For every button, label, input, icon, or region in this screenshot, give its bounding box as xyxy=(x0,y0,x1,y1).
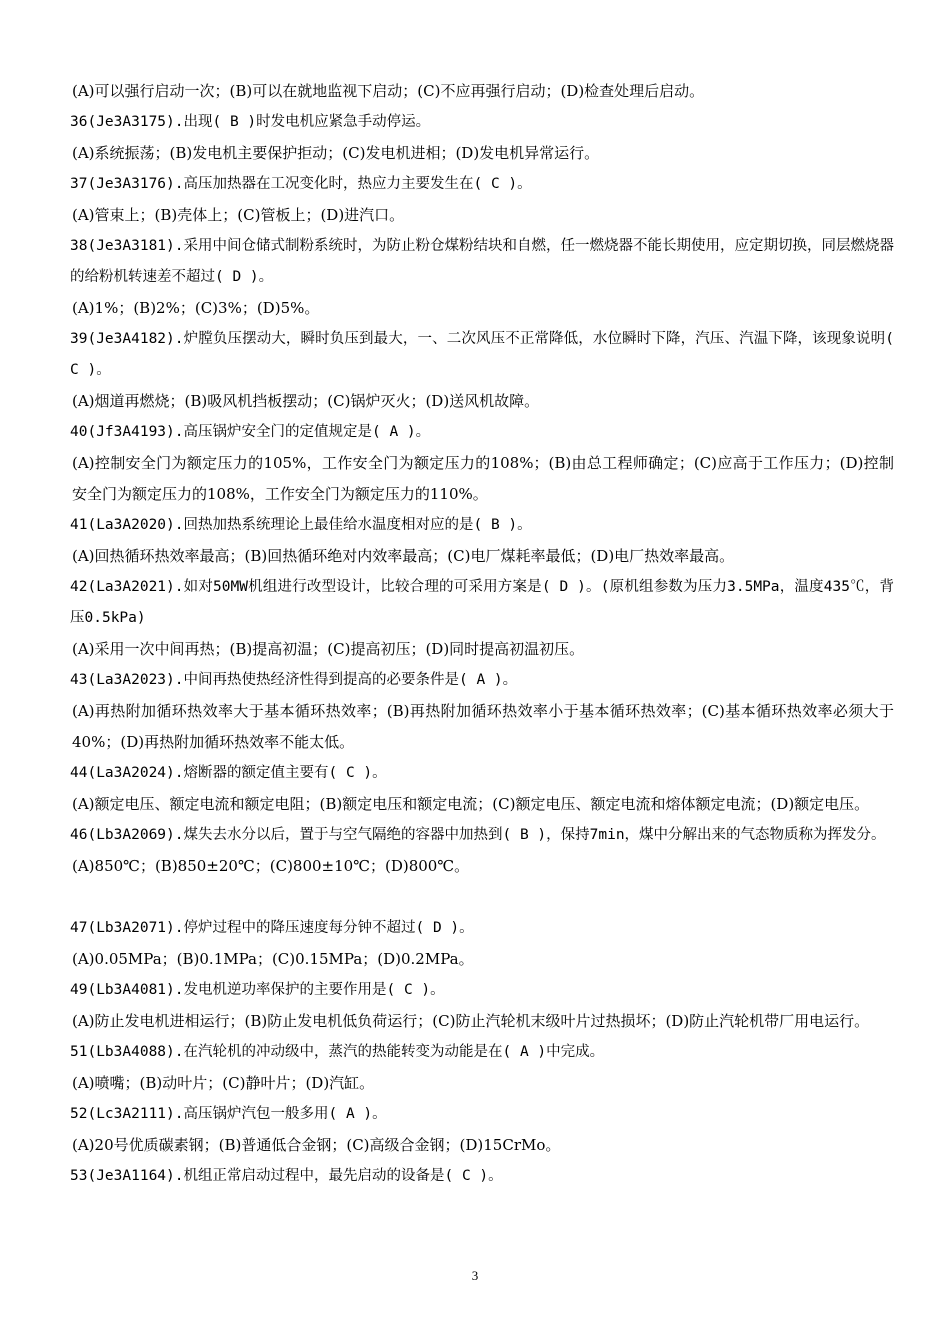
option-line: (A)喷嘴；(B)动叶片；(C)静叶片；(D)汽缸。 xyxy=(72,1074,375,1092)
question-44: 44(La3A2024).熔断器的额定值主要有( C )。 xyxy=(70,765,387,781)
option-line: (A)可以强行启动一次；(B)可以在就地监视下启动；(C)不应再强行启动；(D)检查处理后启动。 xyxy=(72,82,705,100)
question-47: 47(Lb3A2071).停炉过程中的降压速度每分钟不超过( D )。 xyxy=(70,920,474,936)
option-line: (A)1%；(B)2%；(C)3%；(D)5%。 xyxy=(72,299,320,317)
question-41: 41(La3A2020).回热加热系统理论上最佳给水温度相对应的是( B )。 xyxy=(70,517,532,533)
option-line: (A)管束上；(B)壳体上；(C)管板上；(D)进汽口。 xyxy=(72,206,405,224)
question-37: 37(Je3A3176).高压加热器在工况变化时，热应力主要发生在( C )。 xyxy=(70,176,532,192)
question-46: 46(Lb3A2069).煤失去水分以后，置于与空气隔绝的容器中加热到( B )，保持7min，煤中分解出来的气态物质称为挥发分。 xyxy=(70,827,886,843)
question-42: 42(La3A2021).如对50MW机组进行改型设计，比较合理的可采用方案是( D )。(原机组参数为压力3.5MPa，温度435℃，背压0.5kPa) xyxy=(70,579,894,626)
option-line: (A)采用一次中间再热；(B)提高初温；(C)提高初压；(D)同时提高初温初压。 xyxy=(72,640,585,658)
question-53: 53(Je3A1164).机组正常启动过程中，最先启动的设备是( C )。 xyxy=(70,1168,503,1184)
option-line: (A)烟道再燃烧；(B)吸风机挡板摆动；(C)锅炉灭火；(D)送风机故障。 xyxy=(72,392,540,410)
option-line: (A)防止发电机进相运行；(B)防止发电机低负荷运行；(C)防止汽轮机末级叶片过热损坏；(D)防止汽轮机带厂用电运行。 xyxy=(72,1012,870,1030)
blank-gap xyxy=(70,882,894,913)
question-49: 49(Lb3A4081).发电机逆功率保护的主要作用是( C )。 xyxy=(70,982,445,998)
question-40: 40(Jf3A4193).高压锅炉安全门的定值规定是( A )。 xyxy=(70,424,431,440)
option-line: (A)0.05MPa；(B)0.1MPa；(C)0.15MPa；(D)0.2MPa。 xyxy=(72,950,474,968)
question-52: 52(Lc3A2111).高压锅炉汽包一般多用( A )。 xyxy=(70,1106,387,1122)
option-line: (A)系统振荡；(B)发电机主要保护拒动；(C)发电机进相；(D)发电机异常运行。 xyxy=(72,144,600,162)
question-39: 39(Je3A4182).炉膛负压摆动大，瞬时负压到最大，一、二次风压不正常降低，水位瞬时下降，汽压、汽温下降，该现象说明( C )。 xyxy=(70,331,894,378)
page-number: 3 xyxy=(471,1268,479,1283)
option-line: (A)控制安全门为额定压力的105%，工作安全门为额定压力的108%；(B)由总工程师确定；(C)应高于工作压力；(D)控制安全门为额定压力的108%，工作安全门为额定压力的110%。 xyxy=(72,454,894,503)
question-38: 38(Je3A3181).采用中间仓储式制粉系统时，为防止粉仓煤粉结块和自燃，任一燃烧器不能长期使用，应定期切换，同层燃烧器的给粉机转速差不超过( D )。 xyxy=(70,238,894,285)
question-36: 36(Je3A3175).出现( B )时发电机应紧急手动停运。 xyxy=(70,114,431,130)
option-line: (A)回热循环热效率最高；(B)回热循环绝对内效率最高；(C)电厂煤耗率最低；(D)电厂热效率最高。 xyxy=(72,547,735,565)
option-line: (A)850℃；(B)850±20℃；(C)800±10℃；(D)800℃。 xyxy=(72,857,470,875)
option-line: (A)再热附加循环热效率大于基本循环热效率；(B)再热附加循环热效率小于基本循环热效率；(C)基本循环热效率必须大于40%；(D)再热附加循环热效率不能太低。 xyxy=(72,702,894,751)
question-51: 51(Lb3A4088).在汽轮机的冲动级中，蒸汽的热能转变为动能是在( A )中完成。 xyxy=(70,1044,605,1060)
option-line: (A)20号优质碳素钢；(B)普通低合金钢；(C)高级合金钢；(D)15CrMo。 xyxy=(72,1136,561,1154)
option-line: (A)额定电压、额定电流和额定电阻；(B)额定电压和额定电流；(C)额定电压、额定电流和熔体额定电流；(D)额定电压。 xyxy=(72,795,870,813)
question-43: 43(La3A2023).中间再热使热经济性得到提高的必要条件是( A )。 xyxy=(70,672,518,688)
